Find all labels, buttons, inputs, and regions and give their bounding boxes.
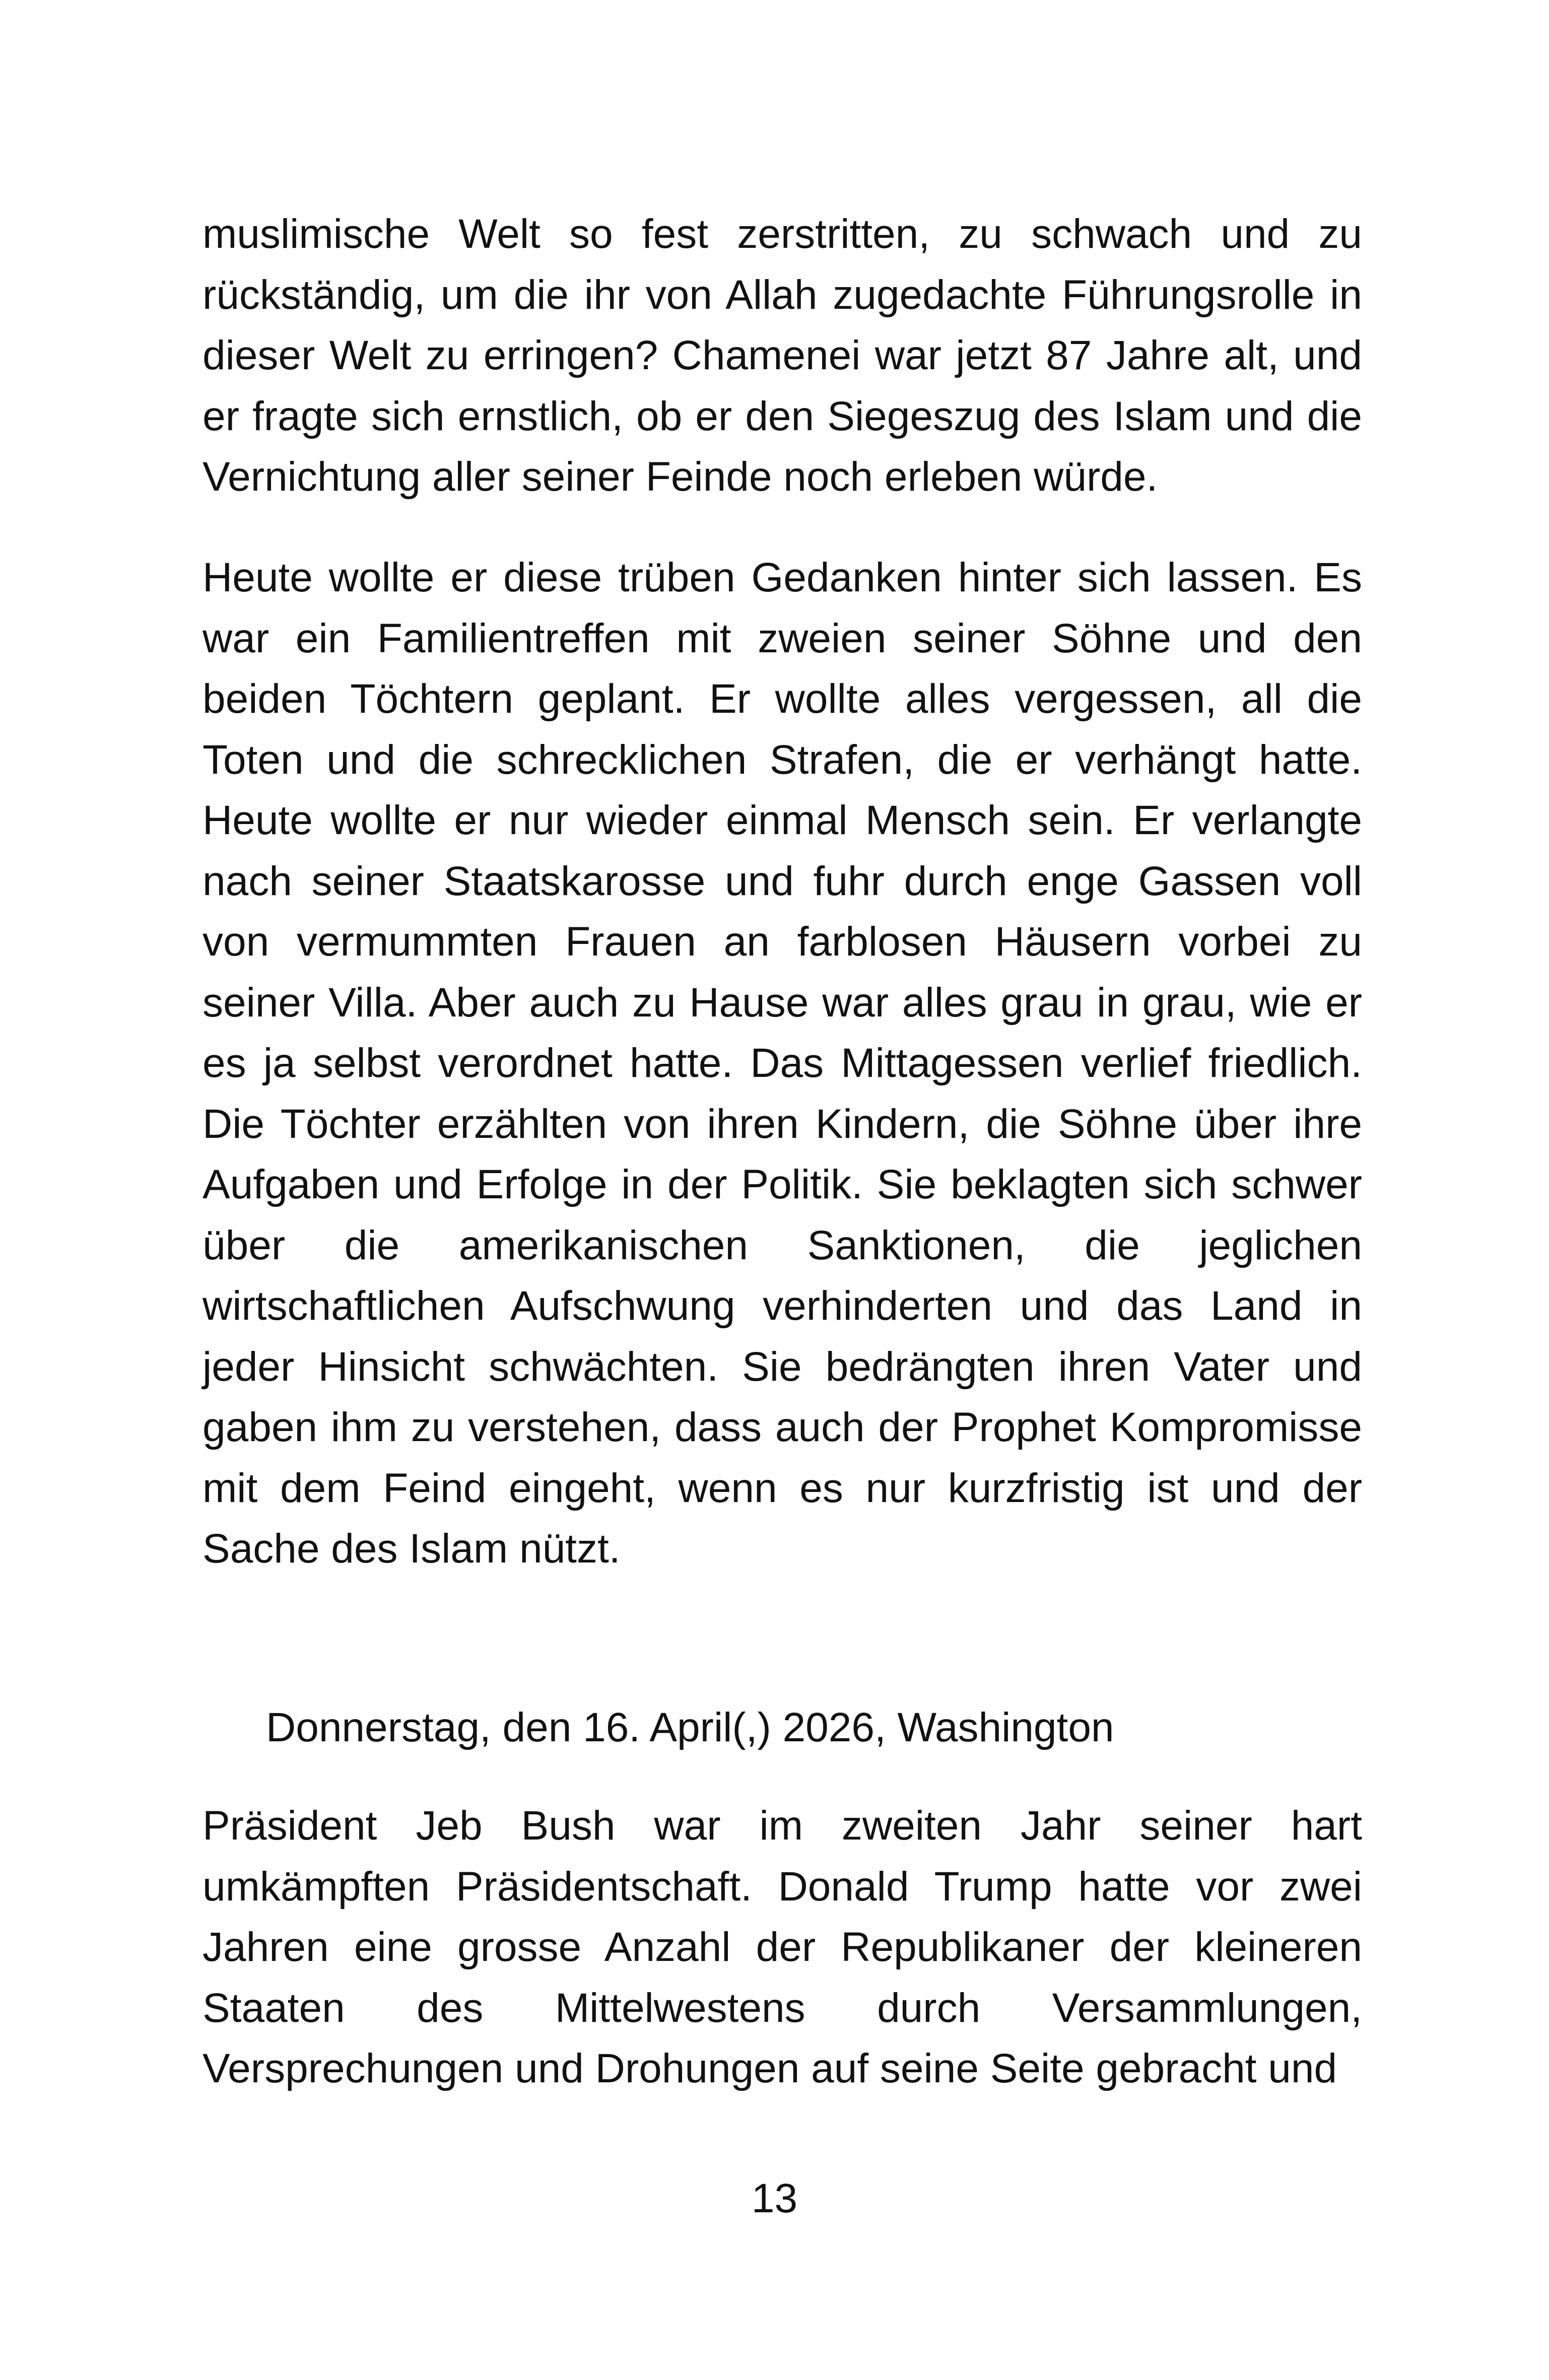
paragraph-chamenei-reflection: muslimische Welt so fest zerstritten, zu schwach und zu rückständig, um die ihr von Allah zugedachte Führungsrolle in dieser Welt zu erringen? Chamenei war jetzt 87 Jahre alt, und er fragte sich ernstlich, ob er den Siegeszug des Islam und die Vernichtung aller seiner Feinde noch erleben würde. xyxy=(203,211,1362,500)
page-number: 13 xyxy=(751,2175,798,2221)
paragraph-president-bush: Präsident Jeb Bush war im zweiten Jahr seiner hart umkämpften Präsidentschaft. Donald Trump hatte vor zwei Jahren eine grosse Anzahl der Republikaner der kleineren Staaten des Mittelwestens durch Versammlungen, Versprechungen und Drohungen auf seine Seite gebracht und xyxy=(203,1803,1362,2091)
paragraph-family-meeting: Heute wollte er diese trüben Gedanken hinter sich lassen. Es war ein Familientreffen mit zweien seiner Söhne und den beiden Töchtern geplant. Er wollte alles vergessen, all die Toten und die schrecklichen Strafen, die er verhängt hatte. Heute wollte er nur wieder einmal Mensch sein. Er verlangte nach seiner Staatskarosse und fuhr durch enge Gassen voll von vermummten Frauen an farblosen Häusern vorbei zu seiner Villa. Aber auch zu Hause war alles grau in grau, wie er es ja selbst verordnet hatte. Das Mittagessen verlief friedlich. Die Töchter erzählten von ihren Kindern, die Söhne über ihre Aufgaben und Erfolge in der Politik. Sie beklagten sich schwer über die amerikanischen Sanktionen, die jeglichen wirtschaftlichen Aufschwung verhinderten und das Land in jeder Hinsicht schwächten. Sie bedrängten ihren Vater und gaben ihm zu verstehen, dass auch der Prophet Kompromisse mit dem Feind eingeht, wenn es nur kurzfristig ist und der Sache des Islam nützt. xyxy=(203,555,1362,1572)
section-heading-date-location: Donnerstag, den 16. April(,) 2026, Washington xyxy=(266,1705,1114,1750)
